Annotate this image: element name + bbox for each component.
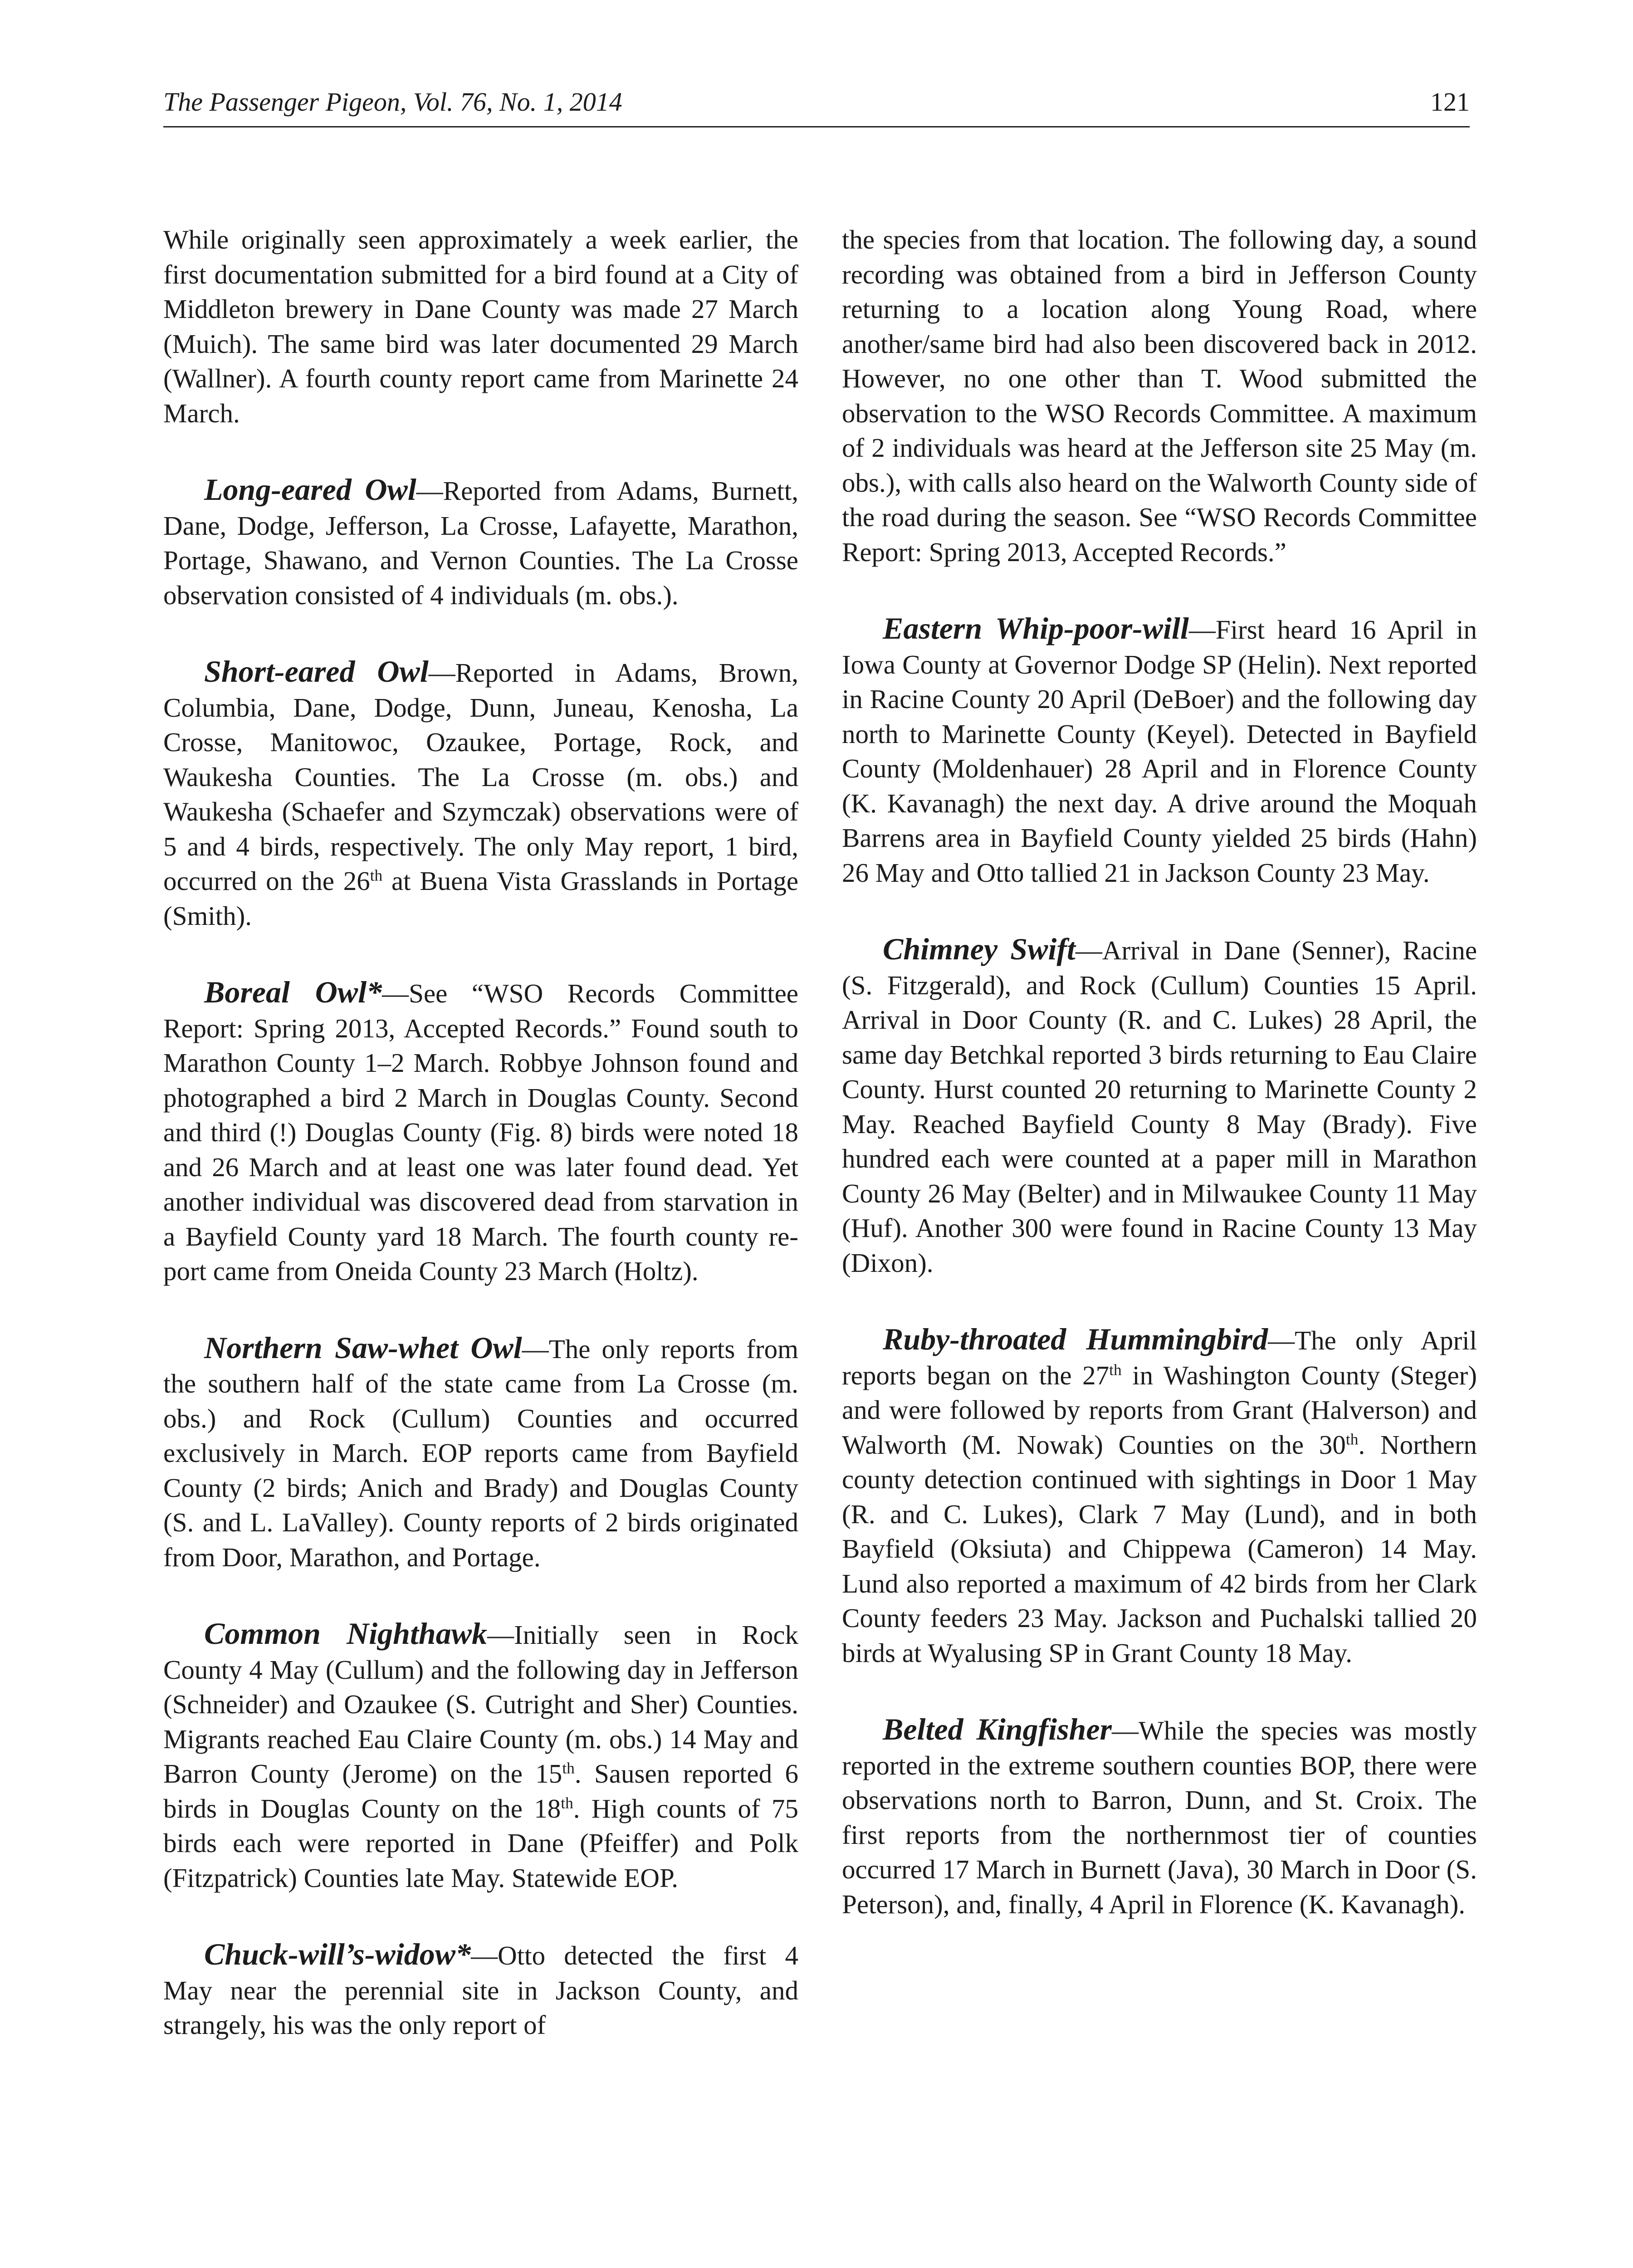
page-number: 121 bbox=[1430, 87, 1470, 117]
species-entry-common-nighthawk bbox=[163, 1616, 798, 1895]
right-column bbox=[842, 222, 1477, 1963]
left-column bbox=[163, 222, 798, 2084]
species-name: Belted Kingfisher bbox=[883, 1712, 1112, 1746]
species-name: Chimney Swift bbox=[883, 932, 1076, 966]
superscript: th bbox=[562, 1759, 575, 1777]
species-entry-long-eared-owl bbox=[163, 472, 798, 612]
species-text: —Arrival in Dane (Senner), Racine (S. Fitzgerald), and Rock (Cullum) Counties 15 April. Arrival in Door County (R. and C. Lukes) 28 April, the same day Betchkal reported 3 birds returning to Eau Claire County. Hurst counted 20 returning to Marinette County 2 May. Reached Bayfield County 8 May (Brady). Five hundred each were counted at a paper mill in Marathon County 26 May (Belter) and in Milwaukee County 11 May (Huf). Another 300 were found in Racine County 13 May (Dixon). bbox=[842, 935, 1477, 1278]
superscript: th bbox=[561, 1793, 573, 1812]
species-entry-boreal-owl bbox=[163, 975, 798, 1289]
species-entry-northern-saw-whet-owl bbox=[163, 1330, 798, 1575]
running-header: The Passenger Pigeon, Vol. 76, No. 1, 2014 bbox=[163, 87, 622, 117]
species-text: —While the species was mostly reported in the extreme southern counties BOP, there were observations north to Barron, Dunn, and St. Croix. The first reports from the northernmost tier of counties occurred 17 March in Burnett (Java), 30 March in Door (S. Peterson), and, finally, 4 April in Florence (K. Kavanagh). bbox=[842, 1716, 1477, 1919]
species-name: Ruby-throated Hummingbird bbox=[883, 1322, 1268, 1356]
superscript: th bbox=[370, 866, 383, 885]
species-entry-eastern-whip-poor-will bbox=[842, 611, 1477, 890]
species-text: at Buena Vista Grasslands in Portage (Smith). bbox=[163, 866, 799, 931]
species-text: . Sausen reported 6 birds in Douglas County on the 18 bbox=[163, 1759, 798, 1823]
species-text: —See “WSO Records Committee Report: Spring 2013, Accepted Records.” Found south to Marathon County 1–2 March. Robbye Johnson found and photographed a bird 2 March in Douglas County. Second and third (!) Douglas County (Fig. 8) birds were noted 18 and 26 March and at least one was later found dead. Yet another individual was discovered dead from starvation in a Bayfield County yard 18 March. The fourth county report came from Oneida County 23 March (Holtz). bbox=[163, 978, 798, 1286]
intro-paragraph: While originally seen approximately a week earlier, the first documentation submitted for a bird found at a City of Middleton brewery in Dane County was made 27 March (Muich). The same bird was later documented 29 March (Wallner). A fourth county report came from Marinette 24 March. bbox=[163, 225, 798, 428]
species-text: —The only April reports began on the 27 bbox=[842, 1325, 1477, 1390]
species-name: Eastern Whip-poor-will bbox=[883, 611, 1189, 645]
continuation-paragraph: the species from that location. The following day, a sound recording was obtained from a bird in Jefferson County returning to a location along Young Road, where another/same bird had also been discovered back in 2012. However, no one other than T. Wood submitted the observation to the WSO Records Committee. A maximum of 2 individuals was heard at the Jefferson site 25 May (m. obs.), with calls also heard on the Walworth County side of the road during the season. See “WSO Records Committee Report: Spring 2013, Accepted Records.” bbox=[842, 225, 1477, 567]
species-text: —Reported in Adams, Brown, Columbia, Dane, Dodge, Dunn, Juneau, Kenosha, La Crosse, Manitowoc, Ozaukee, Portage, Rock, and Waukesha Counties. The La Crosse (m. obs.) and Waukesha (Schaefer and Szymczak) observations were of 5 and 4 birds, respectively. The only May report, 1 bird, occurred on the 26 bbox=[163, 658, 798, 896]
species-entry-chimney-swift bbox=[842, 932, 1477, 1280]
species-text: —Initially seen in Rock County 4 May (Cullum) and the following day in Jefferson (Schneider) and Ozaukee (S. Cutright and Sher) Counties. Migrants reached Eau Claire County (m. obs.) 14 May and Barron County (Jerome) on the 15 bbox=[163, 1620, 799, 1789]
species-entry-ruby-throated-hummingbird bbox=[842, 1322, 1477, 1670]
species-text: —Reported from Adams, Burnett, Dane, Dodge, Jefferson, La Crosse, Lafayette, Marathon, Portage, Shawano, and Vernon Counties. The La Crosse observation consisted of 4 individuals (m. obs.). bbox=[163, 476, 798, 610]
species-entry-chuck-wills-widow bbox=[163, 1937, 798, 2043]
species-name: Common Nighthawk bbox=[204, 1616, 488, 1651]
species-text: —The only reports from the southern half of the state came from La Crosse (m. obs.) and Rock (Cullum) Counties and occurred exclusively in March. EOP reports came from Bayfield County (2 birds; Anich and Brady) and Douglas County (S. and L. LaValley). County reports of 2 birds originated from Door, Marathon, and Portage. bbox=[163, 1334, 799, 1572]
species-text: —Otto detected the first 4 May near the perennial site in Jackson County, and strangely, his was the only report of bbox=[163, 1941, 798, 2040]
species-name: Long-eared Owl bbox=[204, 472, 416, 507]
species-name: Short-eared Owl bbox=[204, 654, 429, 689]
species-name: Chuck-will’s-widow* bbox=[204, 1937, 471, 1971]
species-name: Boreal Owl* bbox=[204, 975, 382, 1009]
species-entry-belted-kingfisher bbox=[842, 1712, 1477, 1921]
species-name: Northern Saw-whet Owl bbox=[204, 1330, 522, 1365]
species-text: . High counts of 75 birds each were reported in Dane (Pfeiffer) and Polk (Fitzpatrick) Counties late May. Statewide EOP. bbox=[163, 1793, 798, 1893]
species-text: in Washington County (Steger) and were followed by reports from Grant (Halverson) and Walworth (M. Nowak) Counties on the 30 bbox=[842, 1360, 1477, 1460]
superscript: th bbox=[1345, 1429, 1359, 1448]
species-text: . Northern county detection continued with sightings in Door 1 May (R. and C. Lukes), Clark 7 May (Lund), and in both Bayfield (Oksiuta) and Chippewa (Cameron) 14 May. Lund also reported a maximum of 42 birds from her Clark County feeders 23 May. Jackson and Puchalski tallied 20 birds at Wyalusing SP in Grant County 18 May. bbox=[842, 1429, 1477, 1668]
header-rule bbox=[163, 126, 1470, 127]
species-text: —First heard 16 April in Iowa County at Governor Dodge SP (Helin). Next reported in Racine County 20 April (DeBoer) and the following day north to Marinette County (Keyel). Detected in Bayfield County (Moldenhauer) 28 April and in Florence County (K. Kavanagh) the next day. A drive around the Moquah Barrens area in Bayfield County yielded 25 birds (Hahn) 26 May and Otto tallied 21 in Jackson County 23 May. bbox=[842, 615, 1477, 888]
superscript: th bbox=[1109, 1360, 1122, 1378]
species-entry-short-eared-owl bbox=[163, 654, 798, 933]
